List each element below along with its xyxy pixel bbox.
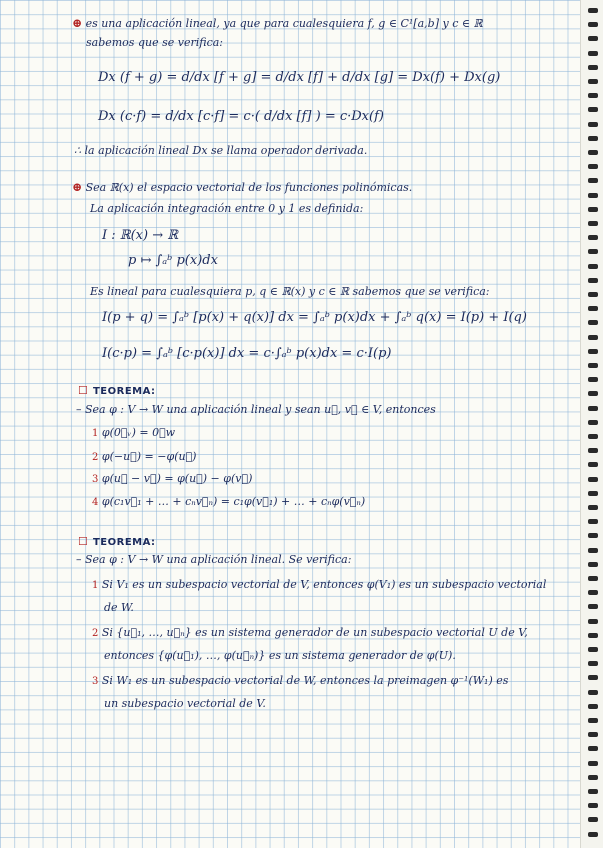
item-number: 1 [92,428,99,439]
spiral-hole [588,604,598,609]
checkbox-square-icon: ☐ [78,384,88,397]
spiral-hole [588,93,598,98]
formula-map-domain [102,229,178,242]
spiral-hole [588,406,598,411]
spiral-hole [588,8,598,13]
spiral-hole [588,732,598,737]
text: entonces {φ(u⃗₁), …, φ(u⃗ₙ)} es un sistema generador de φ(U). [104,649,456,662]
spiral-hole [588,761,598,766]
spiral-hole [588,803,598,808]
spiral-hole [588,278,598,283]
text: Si W₁ es un subespacio vectorial de W, entonces la preimagen φ⁻¹(W₁) es [101,674,509,687]
spiral-hole [588,505,598,510]
line-16 [92,451,196,463]
spiral-hole [588,519,598,524]
spiral-hole [588,79,598,84]
line-22 [104,602,134,613]
formula: Dx (c·f) = d/dx [c·f] = c·( d/dx [f] ) = c·Dx(f) [98,109,384,124]
spiral-hole [588,193,598,198]
text: Si {u⃗₁, …, u⃗ₙ} es un sistema generador de un subespacio vectorial U de V, [101,626,528,639]
item-number: 4 [92,497,99,508]
text: φ(0⃗ᵥ) = 0⃗w [101,426,176,439]
spiral-hole [588,150,598,155]
spiral-hole [588,36,598,41]
spiral-hole [588,235,598,240]
item-number: 2 [92,628,99,639]
spiral-hole [588,221,598,226]
text: La aplicación integración entre 0 y 1 es definida: [90,202,364,215]
formula-derivative-scalar [98,110,384,123]
formula: I : ℝ(x) → ℝ [102,228,179,243]
spiral-hole [588,746,598,751]
line-25 [92,675,508,687]
red-bullet-icon: ⊕ [72,16,83,30]
line-23 [92,627,528,639]
spiral-hole [588,292,598,297]
spiral-hole [588,462,598,467]
spiral-hole [588,661,598,666]
spiral-hole [588,533,598,538]
line-14 [76,404,436,415]
spiral-hole [588,420,598,425]
spiral-hole [588,107,598,112]
text: φ(−u⃗) = −φ(u⃗) [101,450,197,463]
text: Sea ℝ(x) el espacio vectorial de los funciones polinómicas. [85,181,413,194]
spiral-hole [588,335,598,340]
spiral-hole [588,817,598,822]
line-6 [72,181,412,193]
spiral-hole [588,548,598,553]
text: sabemos que se verifica: [86,36,223,49]
item-number: 1 [92,580,99,591]
text: φ(u⃗ − v⃗) = φ(u⃗) − φ(v⃗) [101,472,253,485]
heading: TEOREMA: [92,386,156,397]
spiral-hole [588,491,598,496]
spiral-hole [588,136,598,141]
spiral-hole [588,477,598,482]
formula: I(p + q) = ∫ₐᵇ [p(x) + q(x)] dx = ∫ₐᵇ p(x)dx + ∫ₐᵇ q(x) = I(p) + I(q) [102,310,527,325]
line-2 [86,37,223,48]
spiral-hole [588,704,598,709]
item-number: 3 [92,676,99,687]
text: un subespacio vectorial de V. [104,697,266,710]
spiral-binding [580,0,603,848]
spiral-hole [588,320,598,325]
spiral-hole [588,122,598,127]
spiral-hole [588,377,598,382]
spiral-hole [588,775,598,780]
line-21 [92,579,546,591]
formula-map-rule [128,254,218,267]
text: es una aplicación lineal, ya que para cualesquiera f, g ∈ C¹[a,b] y c ∈ ℝ [85,17,483,30]
spiral-hole [588,178,598,183]
line-20 [76,554,351,565]
theorem-2-heading [78,532,156,548]
spiral-hole [588,306,598,311]
spiral-hole [588,832,598,837]
spiral-hole [588,391,598,396]
line-18 [92,496,365,508]
spiral-hole [588,349,598,354]
spiral-hole [588,675,598,680]
formula: p ↦ ∫ₐᵇ p(x)dx [128,253,218,268]
spiral-hole [588,207,598,212]
line-24 [104,650,456,661]
spiral-hole [588,647,598,652]
text: – Sea φ : V → W una aplicación lineal. Se verifica: [76,553,352,566]
spiral-hole [588,633,598,638]
spiral-hole [588,249,598,254]
spiral-hole [588,590,598,595]
spiral-hole [588,164,598,169]
spiral-hole [588,718,598,723]
line-5 [74,145,367,156]
text: φ(c₁v⃗₁ + … + cₙv⃗ₙ) = c₁φ(v⃗₁) + … + cₙφ(v⃗ₙ) [101,495,366,508]
text: Si V₁ es un subespacio vectorial de V, entonces φ(V₁) es un subespacio vectorial [101,578,547,591]
theorem-1-heading [78,381,156,397]
item-number: 2 [92,452,99,463]
formula-integral-sum [102,311,527,324]
spiral-hole [588,51,598,56]
spiral-hole [588,434,598,439]
checkbox-square-icon: ☐ [78,535,88,548]
line-1 [72,17,483,29]
formula-integral-scalar [102,347,391,360]
formula-derivative-sum [98,71,500,84]
spiral-hole [588,562,598,567]
line-26 [104,698,266,709]
heading: TEOREMA: [92,537,156,548]
line-7 [90,203,363,214]
spiral-hole [588,264,598,269]
text: – Sea φ : V → W una aplicación lineal y sean u⃗, v⃗ ∈ V, entonces [76,403,436,416]
line-17 [92,473,252,485]
text: ∴ la aplicación lineal Dx se llama operador derivada. [74,144,368,157]
spiral-hole [588,65,598,70]
spiral-hole [588,789,598,794]
item-number: 3 [92,474,99,485]
text: Es lineal para cualesquiera p, q ∈ ℝ(x) y c ∈ ℝ sabemos que se verifica: [90,285,490,298]
formula: I(c·p) = ∫ₐᵇ [c·p(x)] dx = c·∫ₐᵇ p(x)dx = c·I(p) [102,346,392,361]
spiral-hole [588,690,598,695]
formula: Dx (f + g) = d/dx [f + g] = d/dx [f] + d/dx [g] = Dx(f) + Dx(g) [98,70,501,85]
line-15 [92,427,175,439]
spiral-hole [588,619,598,624]
spiral-hole [588,22,598,27]
spiral-hole [588,448,598,453]
line-10 [90,286,490,297]
spiral-hole [588,363,598,368]
red-bullet-icon: ⊕ [72,180,83,194]
spiral-hole [588,576,598,581]
text: de W. [104,601,134,614]
